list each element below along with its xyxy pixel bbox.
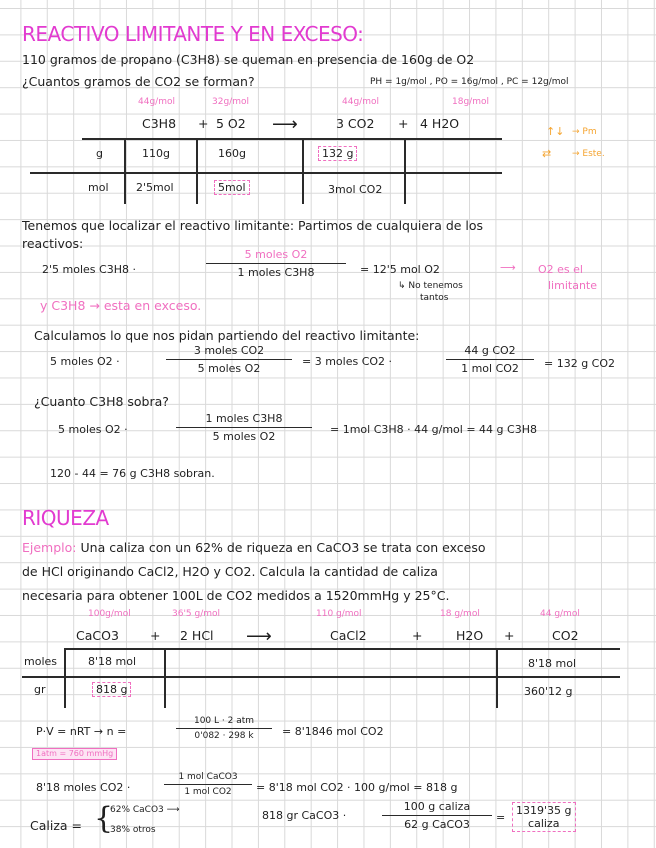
table-divider xyxy=(196,138,198,204)
legend-este: → Este. xyxy=(572,149,605,159)
molar-mass: 36'5 g/mol xyxy=(172,609,221,619)
calc-result: = 8'1846 mol CO2 xyxy=(282,725,384,738)
molar-mass: 18 g/mol xyxy=(440,609,480,619)
molar-mass: 44 g/mol xyxy=(540,609,580,619)
calc-start: 8'18 moles CO2 · xyxy=(36,781,131,794)
cell-value: 3mol CO2 xyxy=(328,183,383,196)
conversion-fraction: 3 moles CO2 5 moles O2 xyxy=(166,344,292,375)
table-divider xyxy=(404,138,406,204)
equilibrium-arrows-icon: ⇄ xyxy=(542,147,552,160)
plus-sign: + xyxy=(398,116,409,131)
formula-h2o: H2O xyxy=(456,628,484,643)
formula-c3h8: C3H8 xyxy=(142,116,177,131)
calc-start: P·V = nRT → n = xyxy=(36,725,127,738)
plus-sign: + xyxy=(504,628,515,643)
atomic-masses: PH = 1g/mol , PO = 16g/mol , PC = 12g/mol xyxy=(370,77,569,87)
table-divider xyxy=(496,648,498,708)
conversion-fraction: 100 g caliza 62 g CaCO3 xyxy=(382,800,492,831)
brace: { xyxy=(94,801,114,836)
explanation-text: Calculamos lo que nos pidan partiendo del reactivo limitante: xyxy=(34,328,420,343)
final-result: 1319'35 g caliza xyxy=(512,802,576,832)
conversion-fraction: 5 moles O2 1 moles C3H8 xyxy=(206,248,346,279)
calc-result: = 1mol C3H8 · 44 g/mol = 44 g C3H8 xyxy=(330,423,537,436)
table-divider xyxy=(302,138,304,204)
plus-sign: + xyxy=(412,628,423,643)
row-label-g: g xyxy=(96,147,103,160)
section-title-riqueza: RIQUEZA xyxy=(22,506,109,530)
explanation-text: Tenemos que localizar el reactivo limitante: Partimos de cualquiera de los xyxy=(22,218,484,233)
molar-mass: 100g/mol xyxy=(88,609,131,619)
table-divider xyxy=(164,648,166,708)
equals-sign: = xyxy=(496,811,506,824)
problem-text-line: 110 gramos de propano (C3H8) se queman en presencia de 160g de O2 xyxy=(22,52,475,67)
calc-result: = 132 g CO2 xyxy=(544,357,616,370)
legend-pm: → Pm xyxy=(572,127,597,137)
sub-note: tantos xyxy=(420,293,449,303)
plus-sign: + xyxy=(150,628,161,643)
calc-result: = 8'18 mol CO2 · 100 g/mol = 818 g xyxy=(256,781,458,794)
formula-caco3: CaCO3 xyxy=(76,628,119,643)
reaction-arrow: ⟶ xyxy=(272,114,298,135)
section-title-limitante: REACTIVO LIMITANTE Y EN EXCESO: xyxy=(22,22,364,46)
conversion-fraction: 44 g CO2 1 mol CO2 xyxy=(446,344,534,375)
sobran-text: 120 - 44 = 76 g C3H8 sobran. xyxy=(50,467,215,480)
calc-mid: 818 gr CaCO3 · xyxy=(262,809,347,822)
caliza-label: Caliza = xyxy=(30,818,83,833)
formula-co2: CO2 xyxy=(552,628,579,643)
cell-value: 8'18 mol xyxy=(528,657,577,670)
calc-start: 5 moles O2 · xyxy=(50,355,120,368)
highlighted-cell-value: 5mol xyxy=(214,180,250,195)
excess-note: y C3H8 → esta en exceso. xyxy=(40,298,202,313)
problem-text-line: Ejemplo: Una caliza con un 62% de riqueza en CaCO3 se trata con exceso xyxy=(22,540,486,555)
sub-note: ↳ No tenemos xyxy=(398,281,463,291)
cell-value: 8'18 mol xyxy=(88,655,137,668)
composition-line: 62% CaCO3 ⟶ xyxy=(110,805,180,815)
arrow-icon: ⟶ xyxy=(500,261,516,274)
cell-value: 160g xyxy=(218,147,246,160)
formula-h2o: 4 H2O xyxy=(420,116,460,131)
problem-text-line: necesaria para obtener 100L de CO2 medidos a 1520mmHg y 25°C. xyxy=(22,588,450,603)
formula-hcl: 2 HCl xyxy=(180,628,214,643)
composition-line: 38% otros xyxy=(110,825,156,835)
formula-o2: 5 O2 xyxy=(216,116,246,131)
cell-value: 110g xyxy=(142,147,170,160)
table-divider xyxy=(64,648,66,708)
reaction-arrow: ⟶ xyxy=(246,626,272,647)
table-rule xyxy=(64,648,620,650)
gas-law-fraction: 100 L · 2 atm 0'082 · 298 k xyxy=(176,716,272,741)
molar-mass: 18g/mol xyxy=(452,97,489,107)
row-label-moles: moles xyxy=(24,655,57,668)
row-label-mol: mol xyxy=(88,181,109,194)
problem-question: ¿Cuantos gramos de CO2 se forman? xyxy=(22,74,255,89)
calc-mid: = 3 moles CO2 · xyxy=(302,355,393,368)
formula-cacl2: CaCl2 xyxy=(330,628,367,643)
table-rule xyxy=(82,138,502,140)
table-rule xyxy=(30,172,502,174)
table-divider xyxy=(124,138,126,204)
calc-start: 5 moles O2 · xyxy=(58,423,128,436)
limitante-note: limitante xyxy=(548,279,597,292)
plus-sign: + xyxy=(198,116,209,131)
limitante-note: O2 es el xyxy=(538,263,583,276)
conversion-fraction: 1 mol CaCO3 1 mol CO2 xyxy=(164,772,252,797)
molar-mass: 44g/mol xyxy=(138,97,175,107)
molar-mass: 44g/mol xyxy=(342,97,379,107)
up-down-arrows-icon: ↑↓ xyxy=(546,125,565,138)
explanation-text: reactivos: xyxy=(22,236,84,251)
cell-value: 360'12 g xyxy=(524,685,573,698)
conversion-fraction: 1 moles C3H8 5 moles O2 xyxy=(176,412,312,443)
highlighted-cell-value: 132 g xyxy=(318,146,357,161)
table-rule xyxy=(22,676,620,678)
problem-text-line: de HCl originando CaCl2, H2O y CO2. Calcula la cantidad de caliza xyxy=(22,564,438,579)
formula-co2: 3 CO2 xyxy=(336,116,375,131)
highlighted-cell-value: 818 g xyxy=(92,682,131,697)
atm-note: 1atm = 760 mmHg xyxy=(32,748,117,760)
cell-value: 2'5mol xyxy=(136,181,174,194)
question-text: ¿Cuanto C3H8 sobra? xyxy=(34,394,169,409)
calc-start: 2'5 moles C3H8 · xyxy=(42,263,136,276)
row-label-gr: gr xyxy=(34,683,46,696)
molar-mass: 110 g/mol xyxy=(316,609,362,619)
molar-mass: 32g/mol xyxy=(212,97,249,107)
calc-result: = 12'5 mol O2 xyxy=(360,263,440,276)
